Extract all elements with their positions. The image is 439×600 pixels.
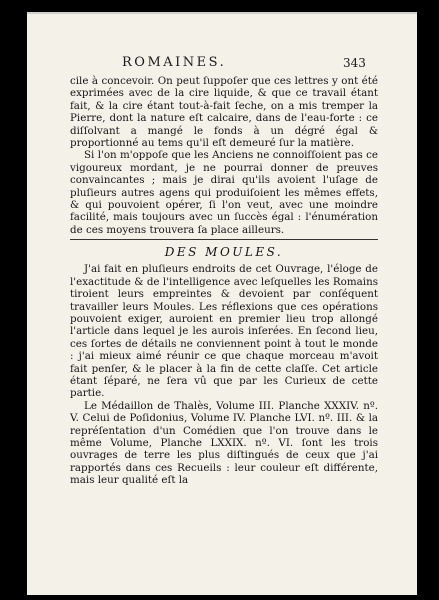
running-head-title: ROMAINES.	[122, 55, 227, 70]
section-title: DES MOULES.	[164, 245, 284, 260]
paragraph: J'ai fait en pluſieurs endroits de cet Ouvrage, l'éloge de l'exactitude & de l'intelligence avec leſquelles les Romains tiroient leurs empreintes & devoient par conſéquent travailler leurs Moules. Les réflexions que ces opérations pouvoient exiger, auroient en premier lieu trop allongé l'article dans lequel je les aurois inſerées. En ſecond lieu, ces ſortes de détails ne conviennent point à tout le monde : j'ai mieux aimé réunir ce que chaque morceau m'avoit fait penſer, & le placer à la fin de cette claſſe. Cet article étant ſéparé, ne ſera vû que par les Curieux de cette partie.	[70, 263, 378, 400]
paragraph-continued: cile à concevoir. On peut ſuppoſer que ces lettres y ont été exprimées avec de la cire liquide, & que ce travail étant fait, & la cire étant tout-à-fait ſeche, on a mis tremper la Pierre, dont la nature eſt calcaire, dans de l'eau-forte : ce diſſolvant a mangé le fonds à un dégré égal & proportionné au tems qu'il eſt demeuré ſur la matière.	[70, 75, 378, 150]
page-number: 343	[343, 56, 366, 70]
section-rule	[70, 239, 378, 240]
body-text	[70, 75, 378, 487]
running-head	[27, 55, 417, 73]
paragraph: Si l'on m'oppoſe que les Anciens ne connoiſſoient pas ce vigoureux mordant, je ne pourrai donner de preuves convaincantes ; mais je dirai qu'ils avoient l'uſage de pluſieurs autres agens qui produiſoient les mêmes effets, & qui pouvoient opérer, ſi l'on veut, avec une moindre facilité, mais toujours avec un ſuccès égal : l'énumération de ces moyens trouvera ſa place ailleurs.	[70, 149, 378, 236]
book-page	[27, 12, 417, 595]
paragraph: Le Médaillon de Thalès, Volume III. Planche XXXIV. nº. V. Celui de Poſidonius, Volume IV. Planche LVI. nº. III. & la repréſentation d'un Comédien que l'on trouve dans le même Volume, Planche LXXIX. nº. VI. ſont les trois ouvrages de terre les plus diſtingués de ceux que j'ai rapportés dans ces Recueils : leur couleur eſt différente, mais leur qualité eſt la	[70, 399, 378, 487]
